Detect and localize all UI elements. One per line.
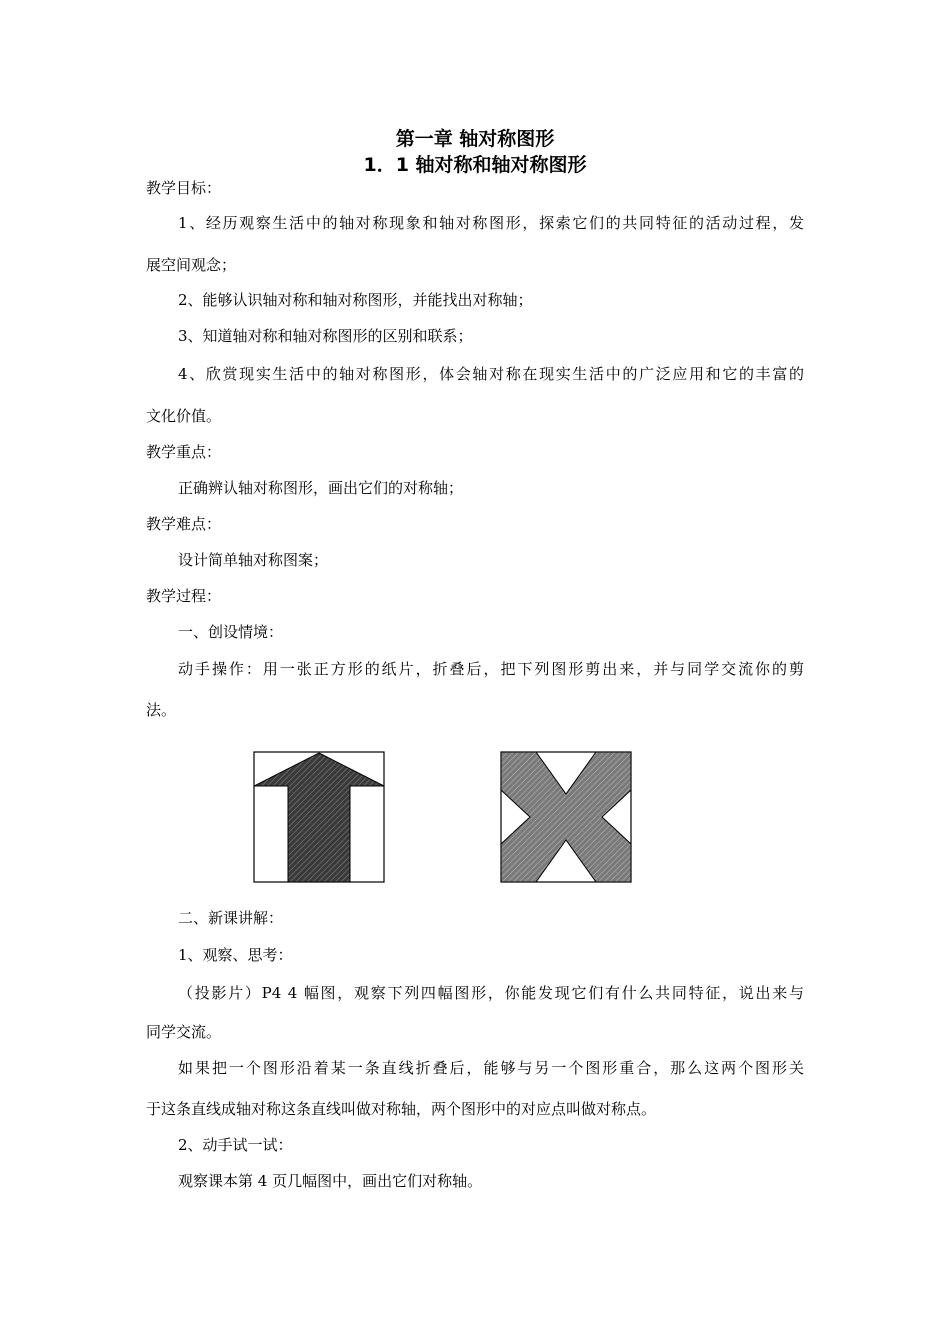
part-1-heading: 一、创设情境： <box>178 623 284 641</box>
objective-4-line2: 文化价值。 <box>146 407 222 425</box>
objective-1-line1: 1、经历观察生活中的轴对称现象和轴对称图形，探索它们的共同特征的活动过程，发 <box>178 214 804 232</box>
part-2-heading: 二、新课讲解： <box>178 909 284 927</box>
key-point-heading: 教学重点： <box>146 443 222 461</box>
step-2-text: 观察课本第 4 页几幅图中，画出它们对称轴。 <box>178 1172 483 1190</box>
cross-square-figure <box>498 750 634 884</box>
difficulty-heading: 教学难点： <box>146 515 222 533</box>
objective-3: 3、知道轴对称和轴对称图形的区别和联系； <box>178 327 473 345</box>
definition-line2: 于这条直线成轴对称这条直线叫做对称轴，两个图形中的对应点叫做对称点。 <box>146 1100 657 1118</box>
step-1-heading: 1、观察、思考： <box>178 946 293 964</box>
difficulty: 设计简单轴对称图案； <box>178 551 329 569</box>
activity-line1: 动手操作：用一张正方形的纸片，折叠后，把下列图形剪出来，并与同学交流你的剪 <box>178 660 804 678</box>
chapter-title: 第一章 轴对称图形 <box>395 128 555 150</box>
step-1-line2: 同学交流。 <box>146 1023 222 1041</box>
section-title: 1．1 轴对称和轴对称图形 <box>363 154 587 176</box>
step-1-line1: （投影片）P4 4 幅图，观察下列四幅图形，你能发现它们有什么共同特征，说出来与 <box>178 984 804 1002</box>
activity-line2: 法。 <box>146 701 177 719</box>
definition-line1: 如果把一个图形沿着某一条直线折叠后，能够与另一个图形重合，那么这两个图形关 <box>178 1059 804 1077</box>
objective-2: 2、能够认识轴对称和轴对称图形，并能找出对称轴； <box>178 291 533 309</box>
step-2-heading: 2、动手试一试： <box>178 1136 293 1154</box>
objective-4-line1: 4、欣赏现实生活中的轴对称图形，体会轴对称在现实生活中的广泛应用和它的丰富的 <box>178 365 804 383</box>
objectives-heading: 教学目标： <box>146 179 222 197</box>
key-point: 正确辨认轴对称图形，画出它们的对称轴； <box>178 479 464 497</box>
arrow-square-figure <box>252 750 386 884</box>
objective-1-line2: 展空间观念； <box>146 256 237 274</box>
process-heading: 教学过程： <box>146 587 222 605</box>
